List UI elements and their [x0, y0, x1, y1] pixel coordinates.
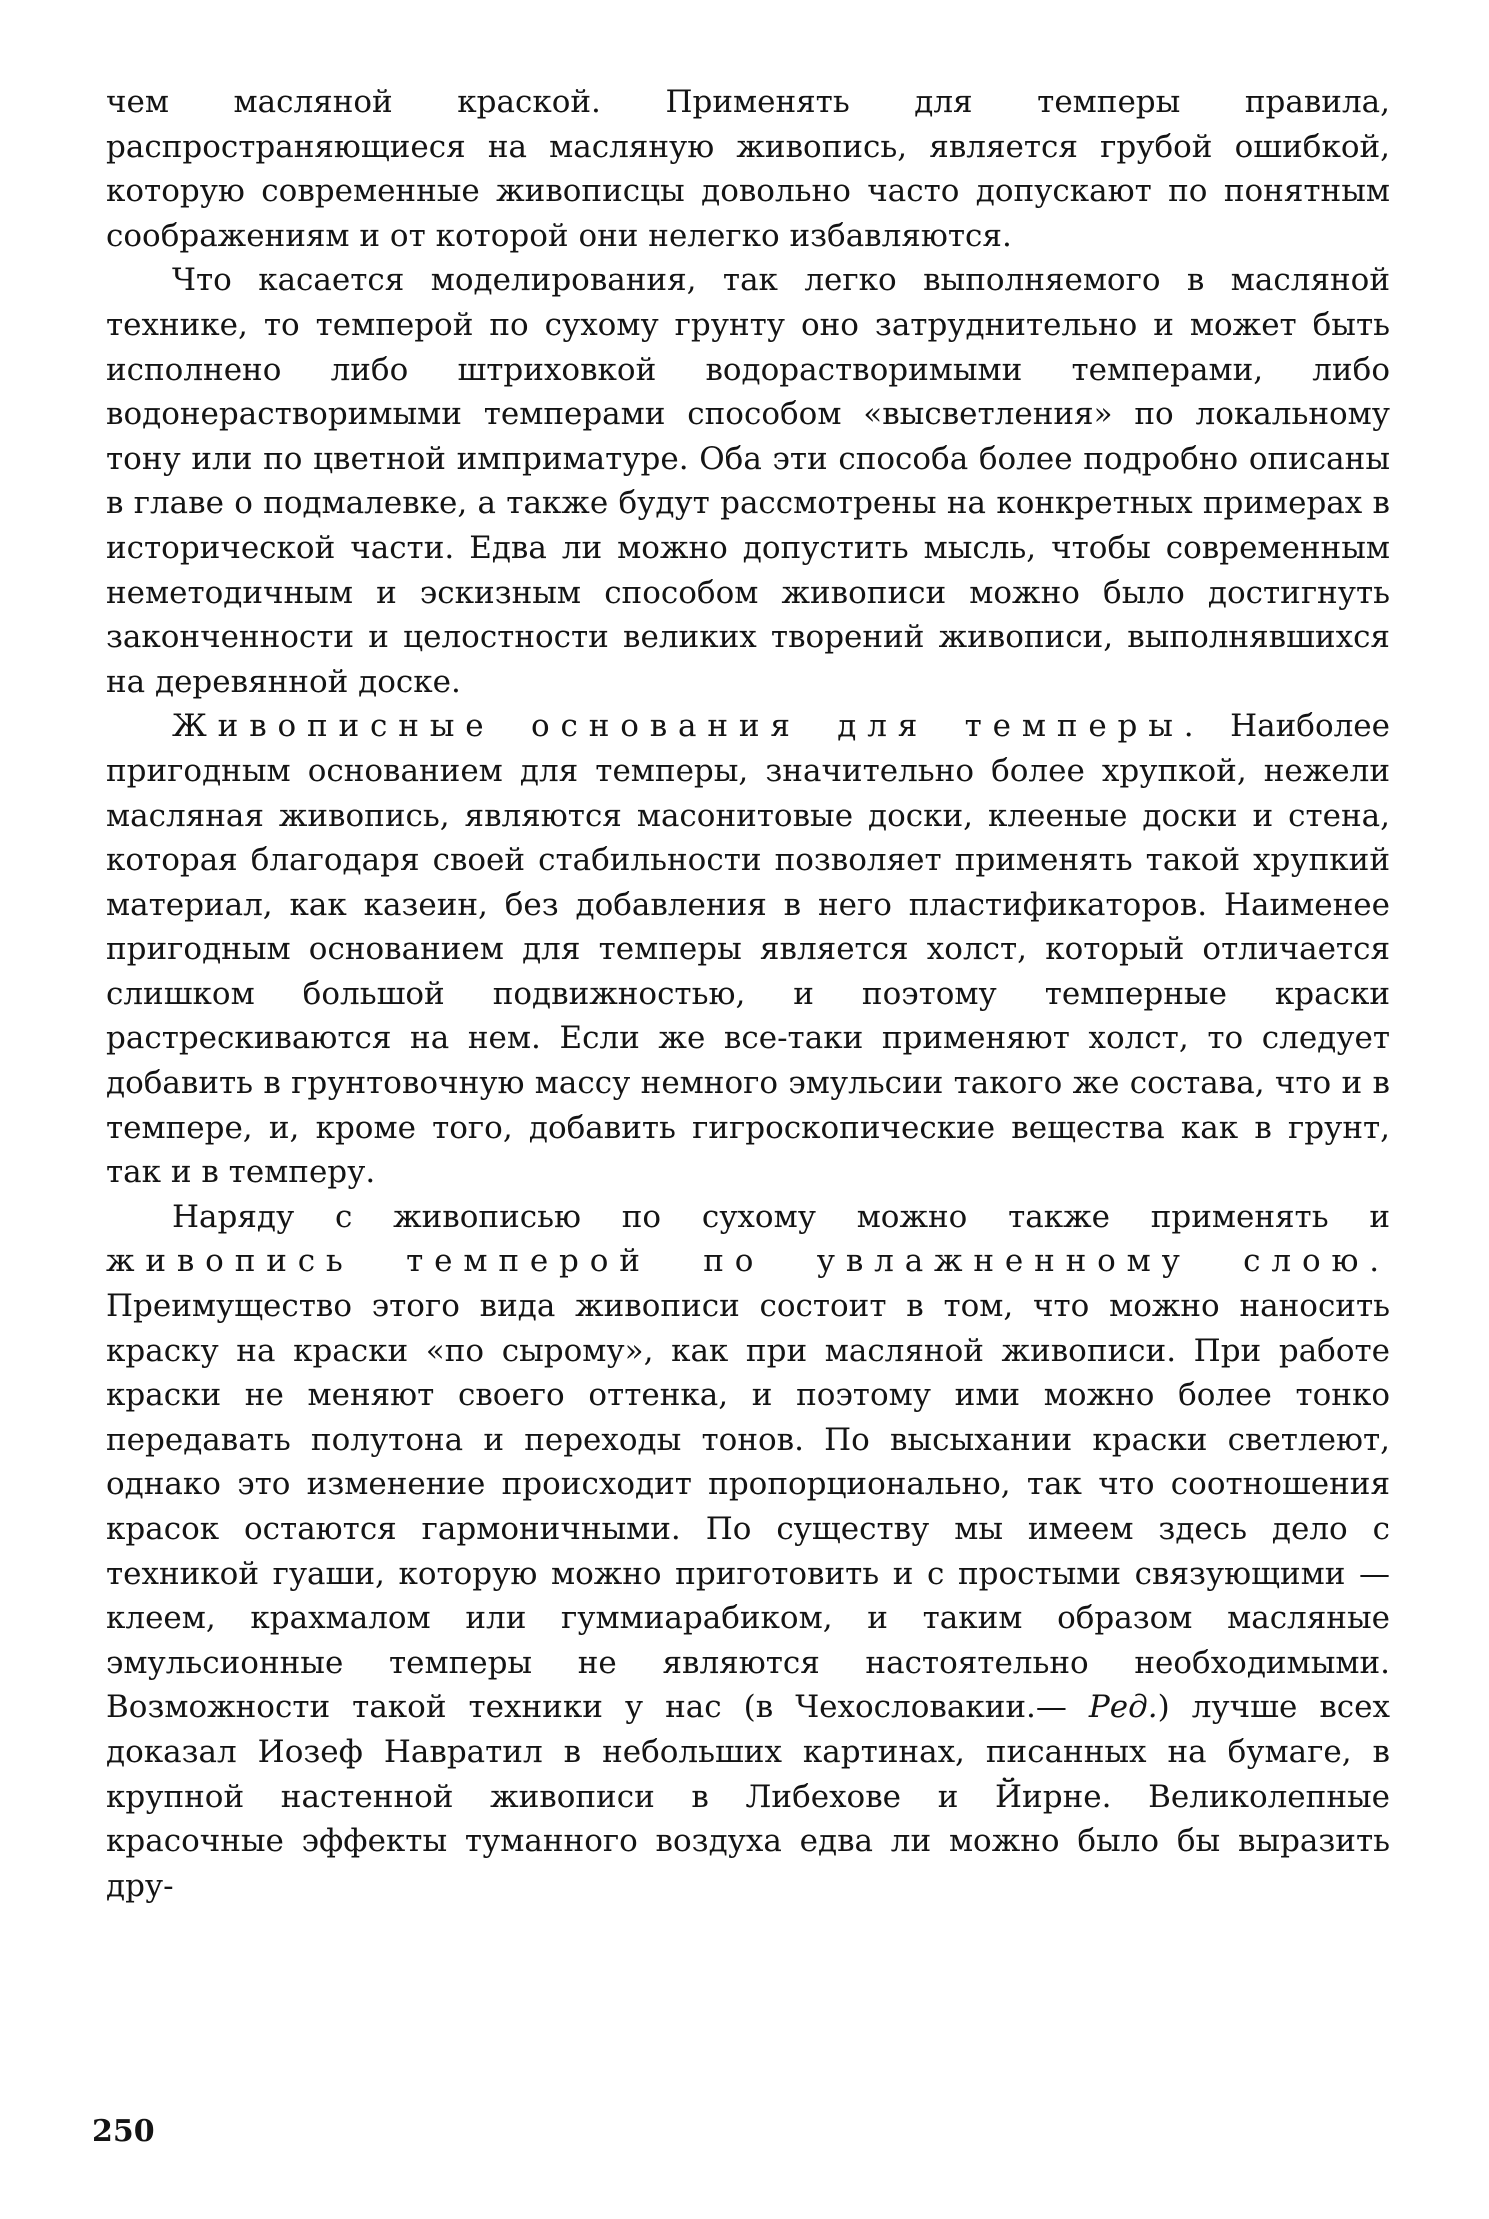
paragraph-4: [106, 1195, 1390, 1909]
paragraph-1-text: чем масляной краской. Применять для темперы правила, распространяющиеся на масляную живопись, является грубой ошибкой, которую современные живописцы довольно часто допускают по понятным соображениям и от которой они нелегко избавляются.: [106, 84, 1390, 254]
paragraph-4-text: Преимущество этого вида живописи состоит в том, что можно наносить краску на краски «по сырому», как при масляной живописи. При работе краски не меняют своего оттенка, и поэтому ими можно более тонко передавать полутона и переходы тонов. По высыхании краски светлеют, однако это изменение происходит пропорционально, так что соотношения красок остаются гармоничными. По существу мы имеем здесь дело с техникой гуаши, которую можно приготовить и с простыми связующими — клеем, крахмалом или гуммиарабиком, и таким образом масляные эмульсионные темперы не являются настоятельно необходимыми. Возможности такой техники у нас (в Чехословакии.—: [106, 1288, 1390, 1726]
paragraph-3-text: Наиболее пригодным основанием для темперы, значительно более хрупкой, нежели масляная живопись, являются масонитовые доски, клееные доски и стена, которая благодаря своей стабильности позволяет применять такой хрупкий материал, как казеин, без добавления в него пластификаторов. Наименее пригодным основанием для темперы является холст, который отличается слишком большой подвижностью, и поэтому темперные краски растрескиваются на нем. Если же все-таки применяют холст, то следует добавить в грунтовочную массу немного эмульсии такого же состава, что и в темпере, и, кроме того, добавить гигроскопические вещества как в грунт, так и в темперу.: [106, 708, 1390, 1191]
page-number: 250: [92, 2114, 155, 2149]
section-heading-tempera-grounds: Живописные основания для темперы.: [172, 708, 1205, 745]
paragraph-4-text-end: ) лучше всех доказал Иозеф Навратил в небольших картинах, писанных на бумаге, в крупной настенной живописи в Либехове и Йирне. Великолепные красочные эффекты туманного воздуха едва ли можно было бы выразить дру-: [106, 1689, 1390, 1904]
emphasis-wet-layer-tempera: живопись темперой по увлажненному слою.: [106, 1243, 1390, 1280]
paragraph-1: [106, 80, 1390, 258]
paragraph-2: [106, 258, 1390, 704]
paragraph-4-lead: Наряду с живописью по сухому можно также применять и: [172, 1198, 1390, 1235]
page-body: [106, 80, 1390, 1908]
paragraph-2-text: Что касается моделирования, так легко выполняемого в масляной технике, то темперой по сухому грунту оно затруднительно и может быть исполнено либо штриховкой водорастворимыми темперами, либо водонерастворимыми темперами способом «высветления» по локальному тону или по цветной имприматуре. Оба эти способа более подробно описаны в главе о подмалевке, а также будут рассмотрены на конкретных примерах в исторической части. Едва ли можно допустить мысль, чтобы современным неметодичным и эскизным способом живописи можно было достигнуть законченности и целостности великих творений живописи, выполнявшихся на деревянной доске.: [106, 262, 1390, 700]
paragraph-3: [106, 704, 1390, 1195]
editor-note: Ред.: [1088, 1689, 1158, 1726]
